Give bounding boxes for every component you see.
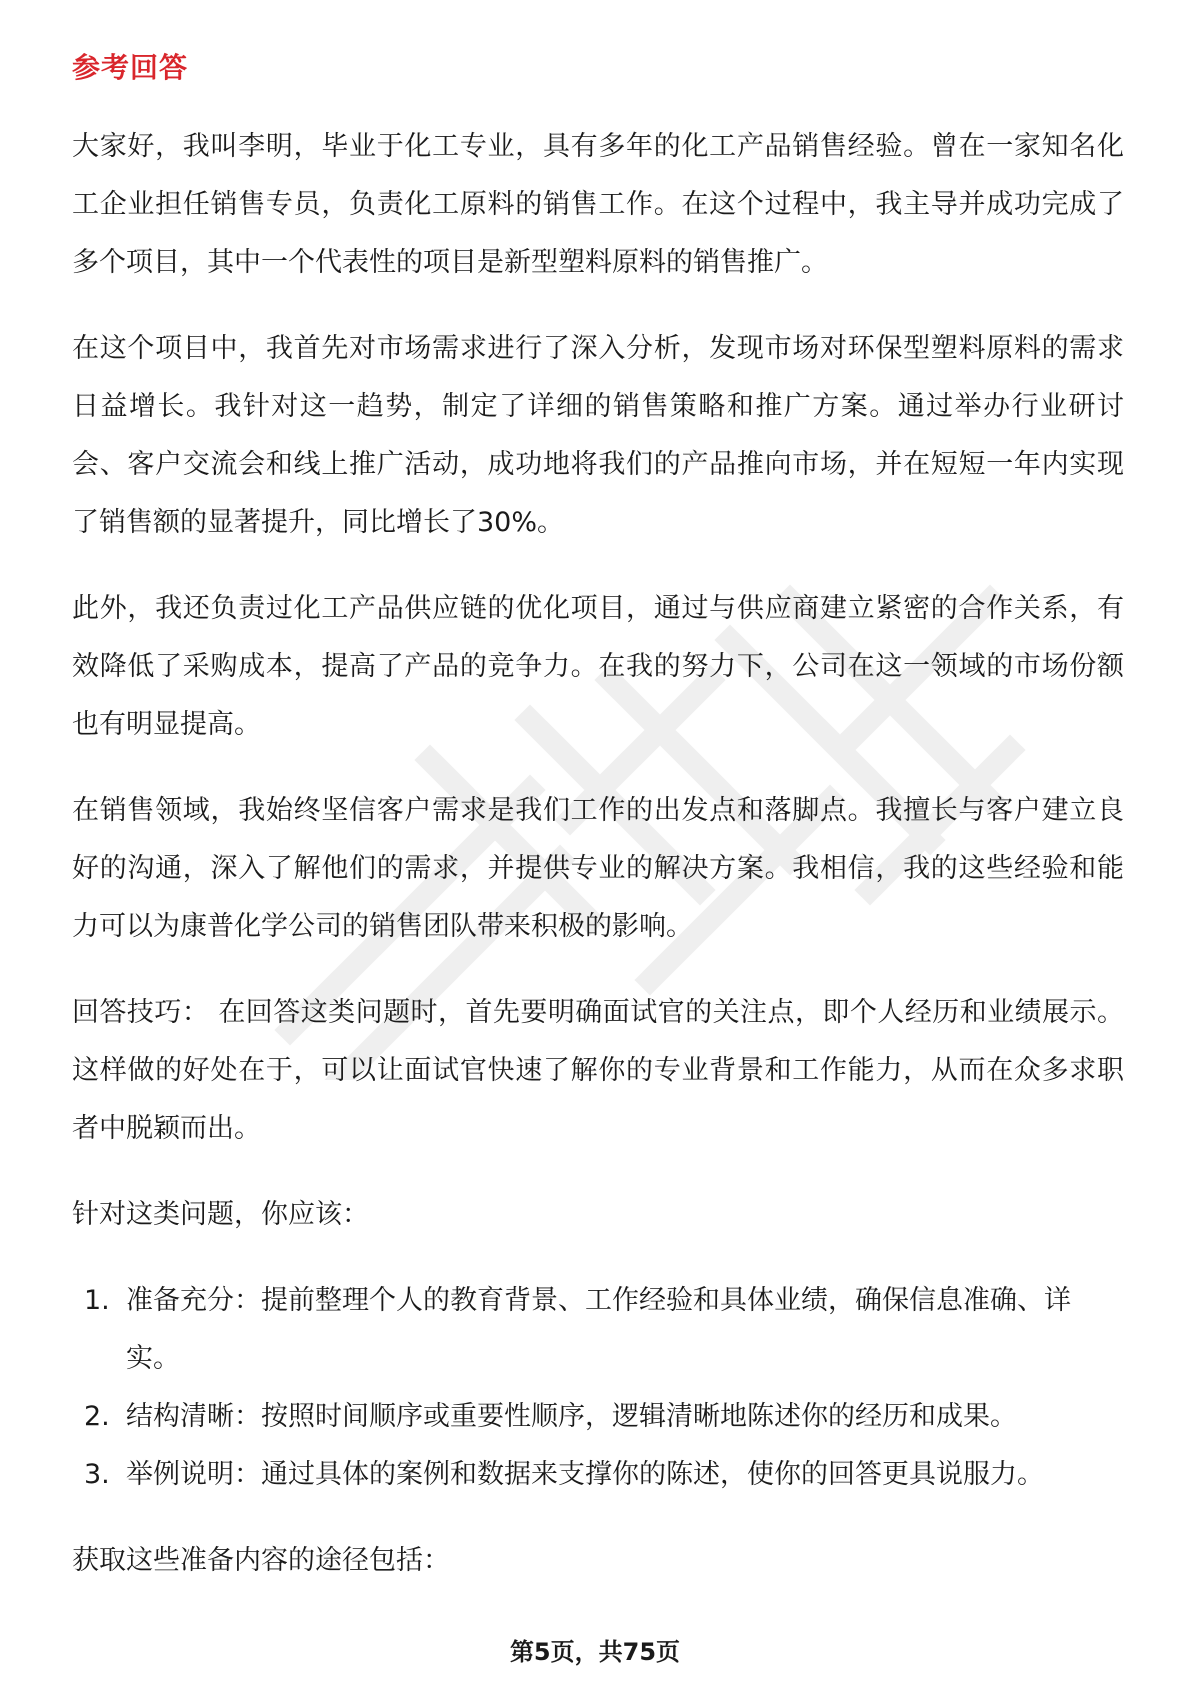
sales-belief-paragraph: 在销售领域，我始终坚信客户需求是我们工作的出发点和落脚点。我擅长与客户建立良好的沟通，深入了解他们的需求，并提供专业的解决方案。我相信，我的这些经验和能力可以为康普化学公司的销售团队带来积极的影响。 xyxy=(72,795,1124,942)
closing-paragraph: 获取这些准备内容的途径包括： xyxy=(72,1545,450,1576)
list-item xyxy=(72,1388,1124,1446)
section-heading: 参考回答 xyxy=(72,51,189,84)
content-area xyxy=(72,48,1124,1618)
page-number-footer: 第5页，共75页 xyxy=(509,1638,681,1666)
advice-intro-paragraph: 针对这类问题，你应该： xyxy=(72,1199,369,1230)
intro-paragraph: 大家好，我叫李明，毕业于化工专业，具有多年的化工产品销售经验。曾在一家知名化工企业担任销售专员，负责化工原料的销售工作。在这个过程中，我主导并成功完成了多个项目，其中一个代表性的项目是新型塑料原料的销售推广。 xyxy=(72,131,1124,278)
list-item-text: 结构清晰：按照时间顺序或重要性顺序，逻辑清晰地陈述你的经历和成果。 xyxy=(126,1401,1017,1432)
list-item xyxy=(72,1446,1124,1504)
list-item-number: 2. xyxy=(84,1401,110,1432)
list-item-number: 3. xyxy=(84,1459,110,1490)
advice-list xyxy=(72,1272,1124,1504)
list-item xyxy=(72,1272,1124,1388)
list-item-text: 准备充分：提前整理个人的教育背景、工作经验和具体业绩，确保信息准确、详实。 xyxy=(126,1285,1071,1374)
project-paragraph: 在这个项目中，我首先对市场需求进行了深入分析，发现市场对环保型塑料原料的需求日益增长。我针对这一趋势，制定了详细的销售策略和推广方案。通过举办行业研讨会、客户交流会和线上推广活动，成功地将我们的产品推向市场，并在短短一年内实现了销售额的显著提升，同比增长了30%。 xyxy=(72,333,1124,538)
answer-tips-paragraph: 回答技巧： 在回答这类问题时，首先要明确面试官的关注点，即个人经历和业绩展示。这样做的好处在于，可以让面试官快速了解你的专业背景和工作能力，从而在众多求职者中脱颖而出。 xyxy=(72,997,1124,1144)
list-item-number: 1. xyxy=(84,1285,110,1316)
supply-chain-paragraph: 此外，我还负责过化工产品供应链的优化项目，通过与供应商建立紧密的合作关系，有效降低了采购成本，提高了产品的竞争力。在我的努力下，公司在这一领域的市场份额也有明显提高。 xyxy=(72,593,1124,740)
list-item-text: 举例说明：通过具体的案例和数据来支撑你的陈述，使你的回答更具说服力。 xyxy=(126,1459,1044,1490)
